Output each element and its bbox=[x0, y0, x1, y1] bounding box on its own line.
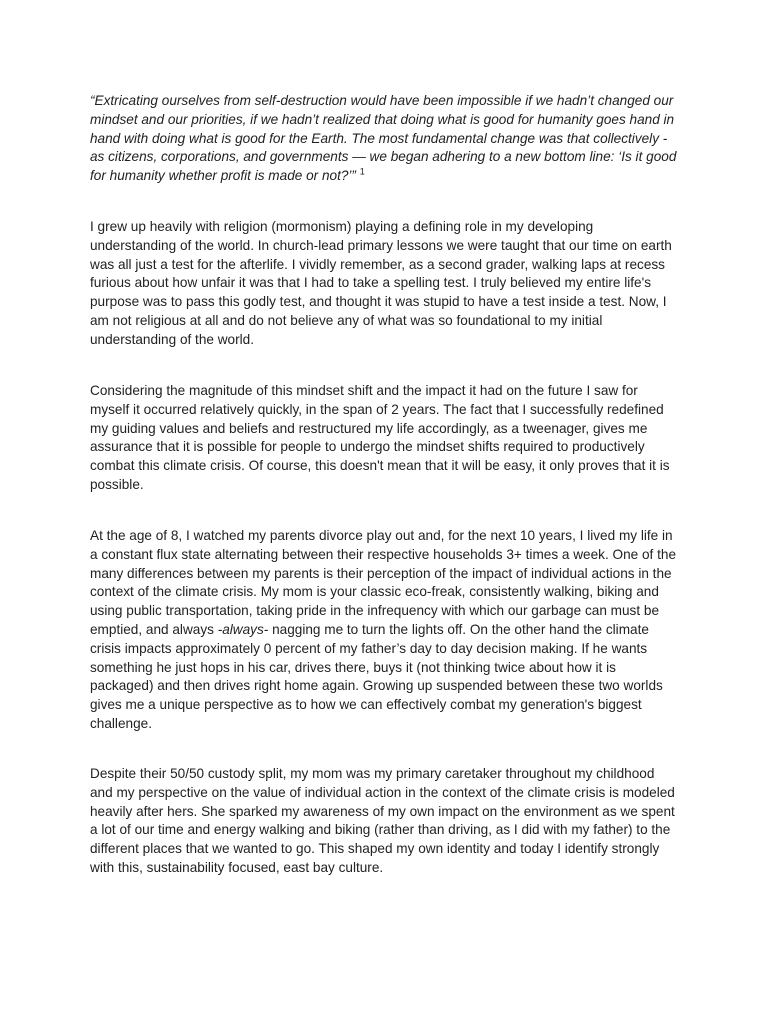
quote-paragraph bbox=[90, 92, 680, 186]
paragraph-text-before: At the age of 8, I watched my parents divorce play out and, for the next 10 years, I lived my life in a constant flux state alternating between their respective households 3+ times a week. One of the many differences between my parents is their perception of the impact of individual actions in the context of the climate crisis. My mom is your classic eco-freak, consistently walking, biking and using public transportation, taking pride in the infrequency with which our garbage can must be emptied, and always bbox=[90, 528, 677, 637]
paragraph-parents bbox=[90, 527, 680, 734]
paragraph-religion bbox=[90, 218, 680, 350]
paragraph-text: Considering the magnitude of this mindset shift and the impact it had on the future I saw for myself it occurred relatively quickly, in the span of 2 years. The fact that I successfully redefined my guiding values and beliefs and restructured my life accordingly, as a tweenager, gives me assurance that it is possible for people to undergo the mindset shifts required to productively combat this climate crisis. Of course, this doesn't mean that it will be easy, it only proves that it is possible. bbox=[90, 383, 670, 492]
footnote-marker: 1 bbox=[359, 166, 365, 177]
emphasis-always: -always- bbox=[217, 621, 269, 637]
paragraph-custody bbox=[90, 765, 680, 878]
quote-text: “Extricating ourselves from self-destruction would have been impossible if we hadn’t changed our mindset and our priorities, if we hadn’t realized that doing what is good for humanity goes hand in hand with doing what is good for the Earth. The most fundamental change was that collectively - as citizens, corporations, and governments — we began adhering to a new bottom line: ‘Is it good for humanity whether profit is made or not?’” bbox=[90, 93, 677, 184]
paragraph-text: I grew up heavily with religion (mormonism) playing a defining role in my developing understanding of the world. In church-lead primary lessons we were taught that our time on earth was all just a test for the afterlife. I vividly remember, as a second grader, walking laps at recess furious about how unfair it was that I had to take a spelling test. I truly believed my entire life's purpose was to pass this godly test, and thought it was stupid to have a test inside a test. Now, I am not religious at all and do not believe any of what was so foundational to my initial understanding of the world. bbox=[90, 219, 672, 347]
paragraph-text-after: nagging me to turn the lights off. On the other hand the climate crisis impacts approximately 0 percent of my father’s day to day decision making. If he wants something he just hops in his car, drives there, buys it (not thinking twice about how it is packaged) and then drives right home again. Growing up suspended between these two worlds gives me a unique perspective as to how we can effectively combat my generation's biggest challenge. bbox=[90, 621, 663, 731]
opening-quote bbox=[90, 92, 680, 186]
paragraph-text bbox=[90, 527, 680, 734]
paragraph-mindset-shift bbox=[90, 382, 680, 495]
paragraph-text: Despite their 50/50 custody split, my mom was my primary caretaker throughout my childhood and my perspective on the value of individual action in the context of the climate crisis is modeled heavily after hers. She sparked my awareness of my own impact on the environment as we spent a lot of our time and energy walking and biking (rather than driving, as I did with my father) to the different places that we wanted to go. This shaped my own identity and today I identify strongly with this, sustainability focused, east bay culture. bbox=[90, 766, 675, 875]
